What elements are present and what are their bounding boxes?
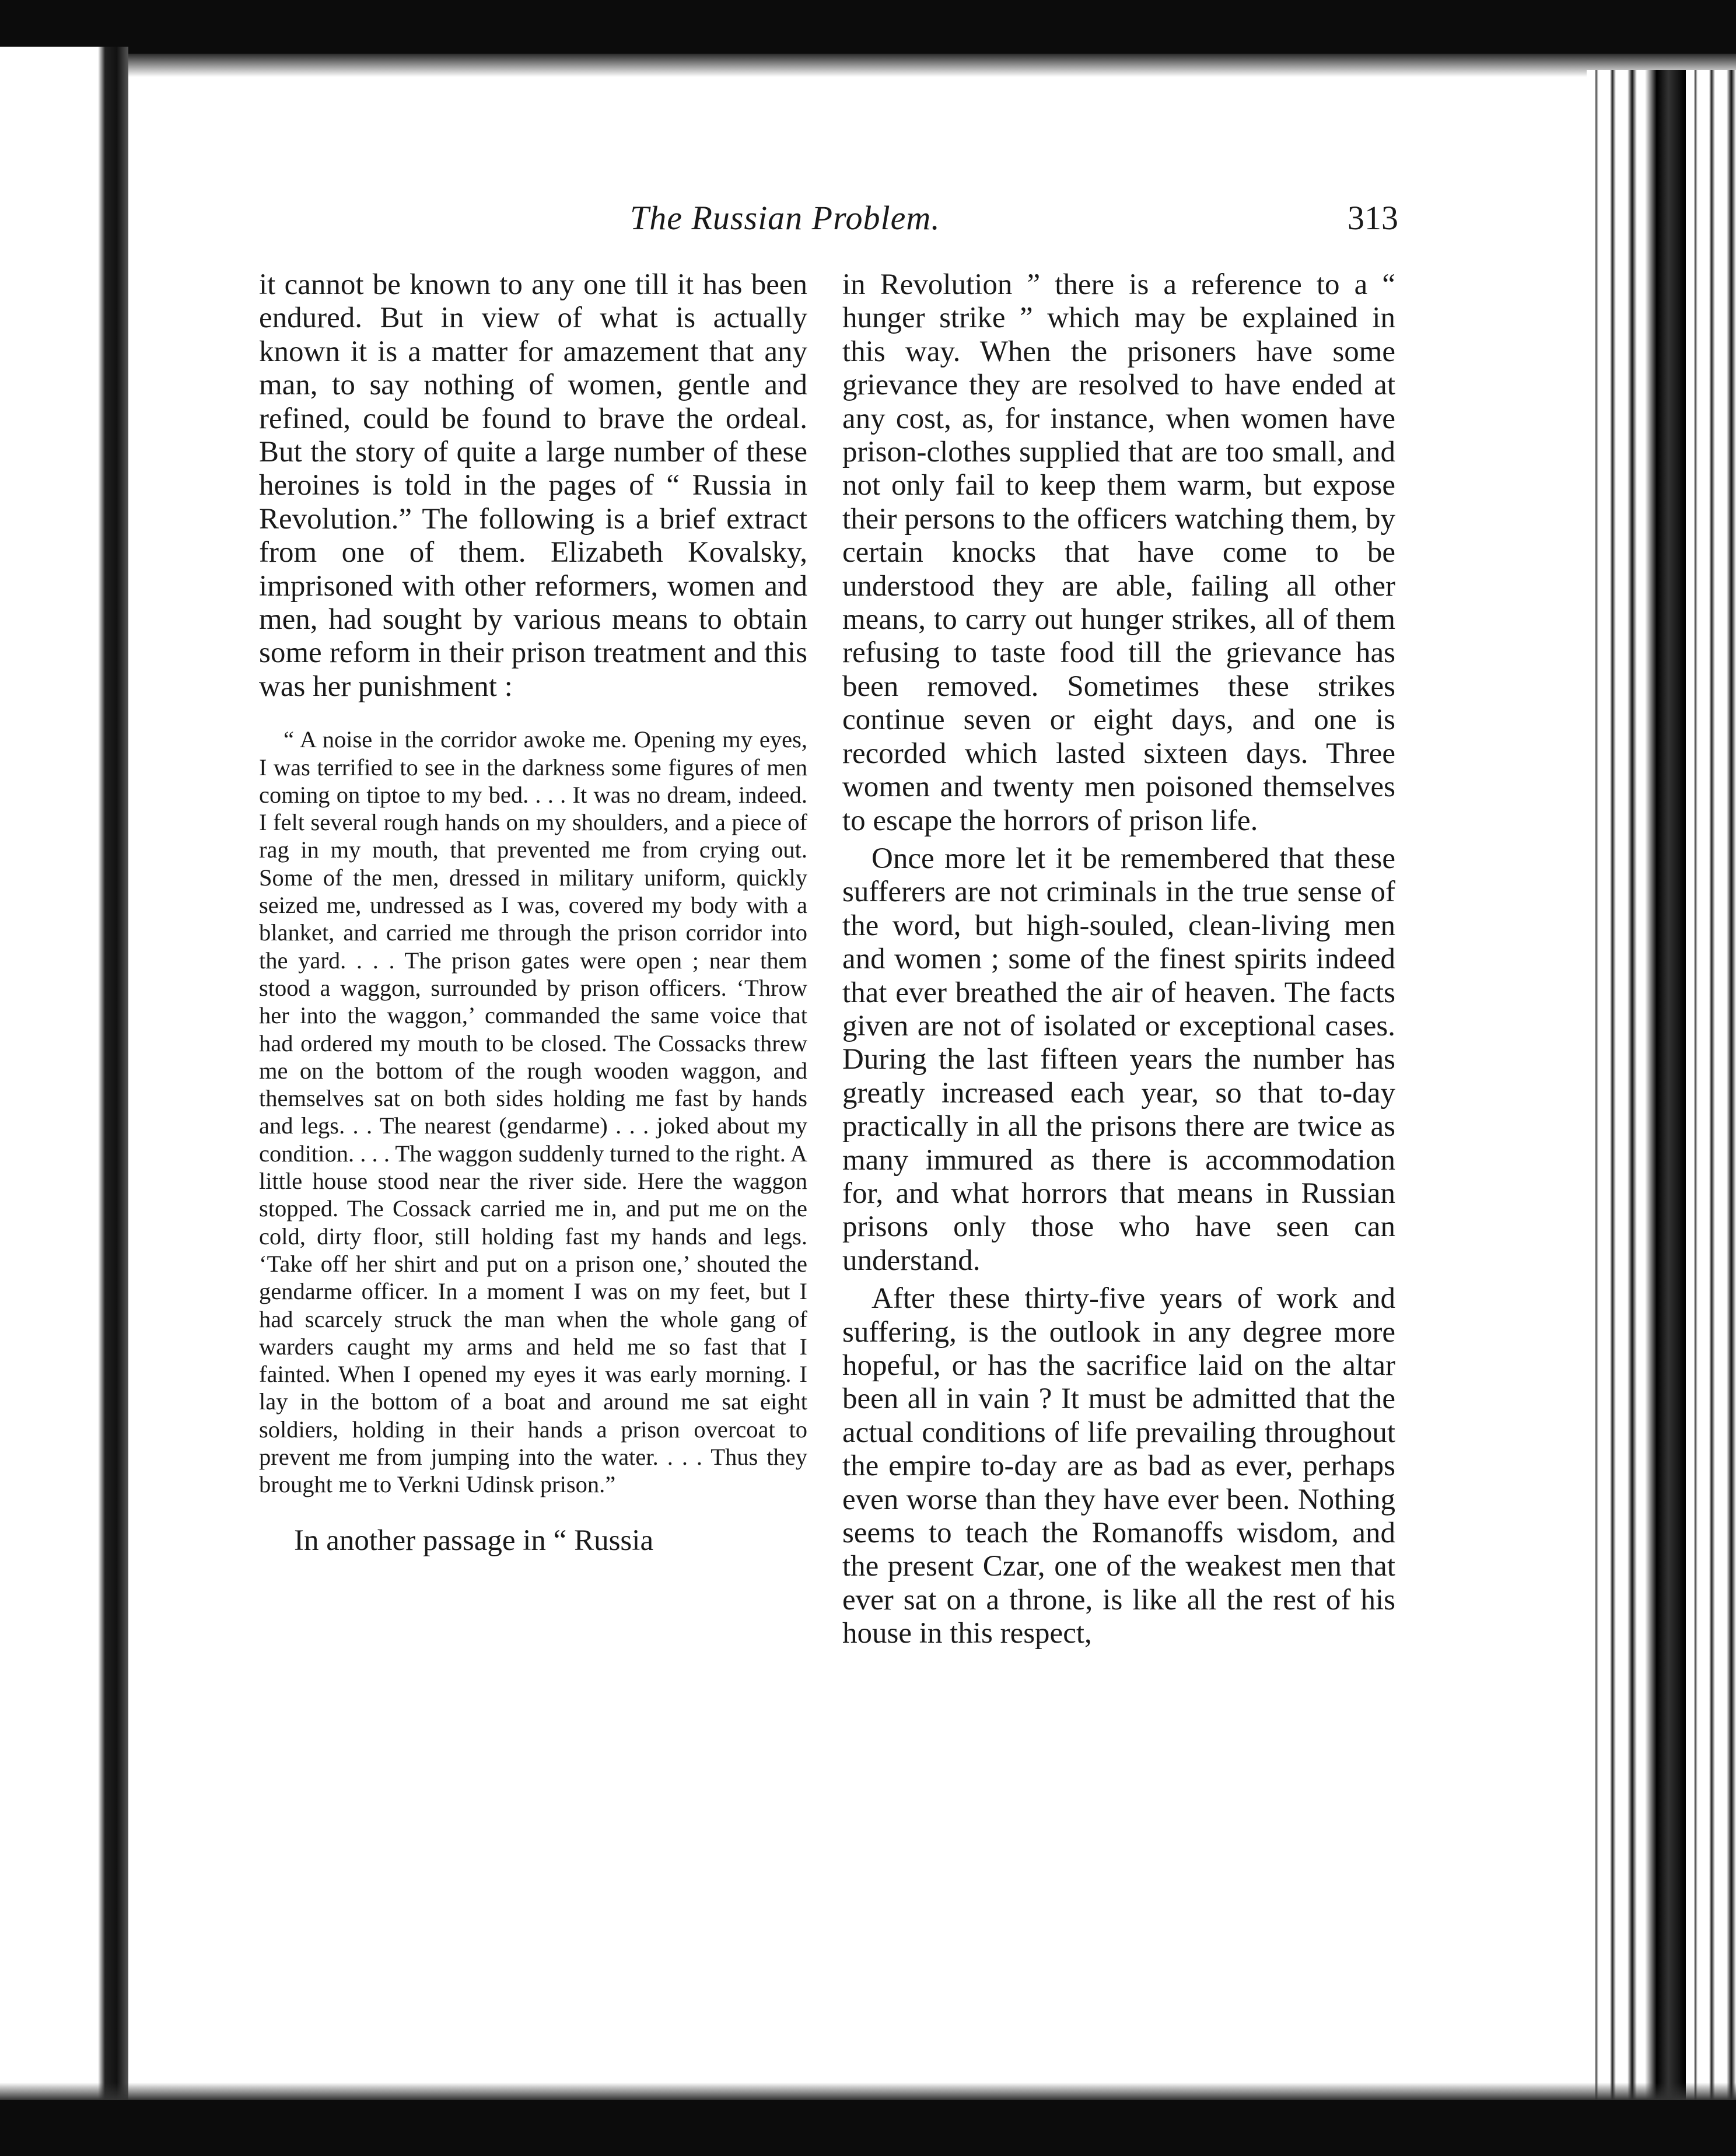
right-paragraph-1: in Revolution ” there is a reference to a “ hunger strike ” which may be explained in this way. When the prisoners have some grievance they are resolved to have ended at any cost, as, for instance, when women have prison-clothes supplied that are too small, and not only fail to keep them warm, but expose their persons to the officers watching them, by certain knocks that have come to be understood they are able, failing all other means, to carry out hunger strikes, all of them refusing to taste food till the grievance has been removed. Sometimes these strikes continue seven or eight days, and one is recorded which lasted sixteen days. Three women and twenty men poisoned themselves to escape the horrors of prison life. (842, 268, 1395, 837)
scan-border-bottom (0, 2100, 1736, 2156)
left-column (259, 268, 807, 1558)
right-column (842, 268, 1395, 1651)
scan-shadow-bottom (0, 2082, 1736, 2100)
left-paragraph-2: In another passage in “ Russia (294, 1524, 654, 1557)
scan-shadow-top (0, 54, 1736, 77)
page-number: 313 (1348, 199, 1398, 237)
right-paragraph-2: Once more let it be remembered that these sufferers are not criminals in the true sense of the word, but high-souled, clean-living men and women ; some of the finest spirits indeed that ever breathed the air of heaven. The facts given are not of isolated or exceptional cases. During the last fifteen years the number has greatly increased each year, so that to-day practically in all the prisons there are twice as many immured as there is accommodation for, and what horrors that means in Russian prisons only those who have seen can understand. (842, 842, 1395, 1277)
right-paragraph-3: After these thirty-five years of work and suffering, is the outlook in any degree more hopeful, or has the sacrifice laid on the altar been all in vain ? It must be admitted that the actual conditions of life prevailing throughout the empire to-day are as bad as ever, perhaps even worse than they have ever been. Nothing seems to teach the Romanoffs wisdom, and the present Czar, one of the weakest men that ever sat on a throne, is like all the rest of his house in this respect, (842, 1282, 1395, 1650)
scan-border-left (0, 47, 128, 2112)
block-quote: “ A noise in the corridor awoke me. Opening my eyes, I was terrified to see in the darkness some figures of men coming on tiptoe to my bed. . . . It was no dream, indeed. I felt several rough hands on my shoulders, and a piece of rag in my mouth, that prevented me from crying out. Some of the men, dressed in military uniform, quickly seized me, undressed as I was, covered my body with a blanket, and carried me through the prison corridor into the yard. . . . The prison gates were open ; near them stood a waggon, surrounded by prison officers. ‘Throw her into the waggon,’ commanded the same voice that had ordered my mouth to be closed. The Cossacks threw me on the bottom of the rough wooden waggon, and themselves sat on both sides holding me fast by hands and legs. . . The nearest (gendarme) . . . joked about my condition. . . . The waggon suddenly turned to the right. A little house stood near the river side. Here the waggon stopped. The Cossack carried me in, and put me on the cold, dirty floor, still holding fast my hands and legs. ‘Take off her shirt and put on a prison one,’ shouted the gendarme officer. In a moment I was on my feet, but I had scarcely struck the man when the whole gang of warders caught my arms and held me so fast that I fainted. When I opened my eyes it was early morning. I lay in the bottom of a boat and around me sat eight soldiers, holding in their hands a prison overcoat to prevent me from jumping into the water. . . . Thus they brought me to Verkni Udinsk prison.” (259, 726, 807, 1498)
scan-border-right (1587, 70, 1736, 2112)
running-head: The Russian Problem. (630, 199, 940, 237)
scan-border-top (0, 0, 1736, 54)
left-paragraph-1: it cannot be known to any one till it has been endured. But in view of what is actually known it is a matter for amazement that any man, to say nothing of women, gentle and refined, could be found to brave the ordeal. But the story of quite a large number of these heroines is told in the pages of “ Russia in Revolution.” The following is a brief extract from one of them. Elizabeth Kovalsky, imprisoned with other reformers, women and men, had sought by various means to obtain some reform in their prison treatment and this was her punishment : (259, 268, 807, 703)
